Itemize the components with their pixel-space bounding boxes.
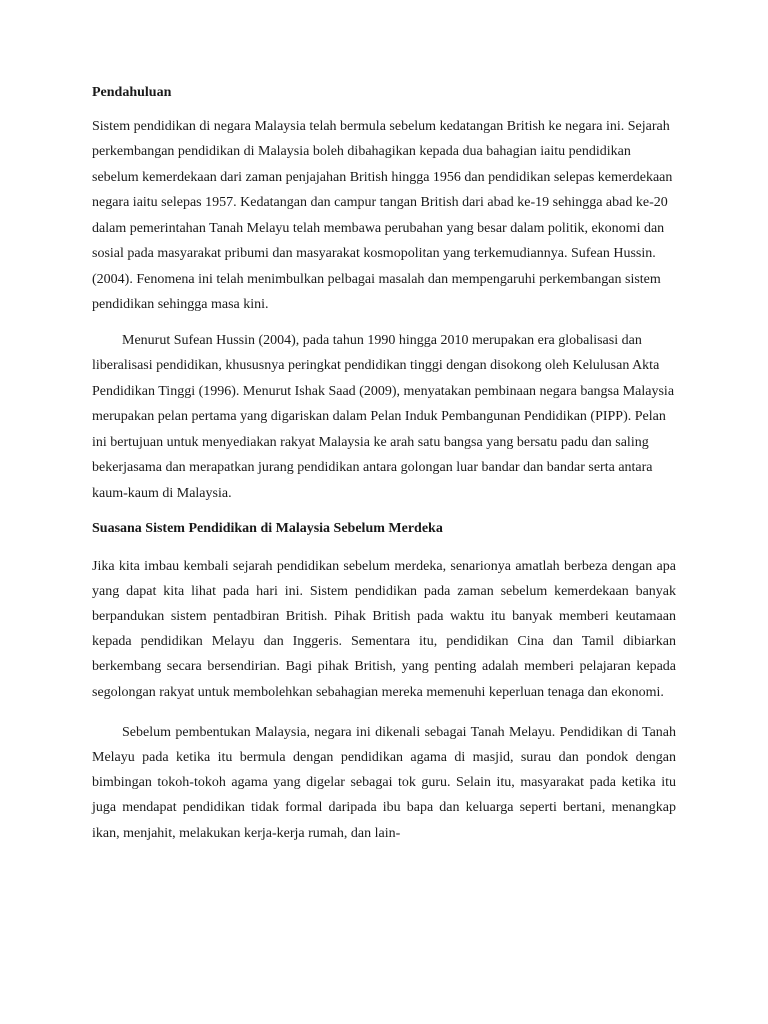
document-page [92, 80, 676, 850]
paragraph-sebelum-merdeka: Jika kita imbau kembali sejarah pendidikan sebelum merdeka, senarionya amatlah berbeza dengan apa yang dapat kita lihat pada hari ini. Sistem pendidikan pada zaman sebelum kemerdekaan banyak berpandukan sistem pentadbiran British. Pihak British pada waktu itu banyak memberi keutamaan kepada pendidikan Melayu dan Inggeris. Sementara itu, pendidikan Cina dan Tamil dibiarkan berkembang secara bersendirian. Bagi pihak British, yang penting adalah memberi pelajaran kepada segolongan rakyat untuk membolehkan sebahagian mereka memenuhi keperluan tenaga dan ekonomi. [92, 558, 676, 700]
paragraph-tanah-melayu: Sebelum pembentukan Malaysia, negara ini dikenali sebagai Tanah Melayu. Pendidikan di Tanah Melayu pada ketika itu bermula dengan pendidikan agama di masjid, surau dan pondok dengan bimbingan tokoh-tokoh agama yang digelar sebagai tok guru. Selain itu, masyarakat pada ketika itu juga mendapat pendidikan tidak formal daripada ibu bapa dan keluarga seperti bertani, menangkap ikan, menjahit, melakukan kerja-kerja rumah, dan lain- [92, 724, 676, 841]
paragraph-intro: Sistem pendidikan di negara Malaysia telah bermula sebelum kedatangan British ke negara ini. Sejarah perkembangan pendidikan di Malaysia boleh dibahagikan kepada dua bahagian iaitu pendidikan sebelum kemerdekaan dari zaman penjajahan British hingga 1956 dan pendidikan selepas kemerdekaan negara iaitu selepas 1957. Kedatangan dan campur tangan British dari abad ke-19 sehingga abad ke-20 dalam pemerintahan Tanah Melayu telah membawa perubahan yang besar dalam politik, ekonomi dan sosial pada masyarakat pribumi dan masyarakat kosmopolitan yang terkemudiannya. Sufean Hussin. (2004). Fenomena ini telah menimbulkan pelbagai masalah dan mempengaruhi perkembangan sistem pendidikan sehingga masa kini. [92, 118, 673, 312]
paragraph-globalisasi: Menurut Sufean Hussin (2004), pada tahun 1990 hingga 2010 merupakan era globalisasi dan liberalisasi pendidikan, khususnya peringkat pendidikan tinggi dengan disokong oleh Kelulusan Akta Pendidikan Tinggi (1996). Menurut Ishak Saad (2009), menyatakan pembinaan negara bangsa Malaysia merupakan pelan pertama yang digariskan dalam Pelan Induk Pembangunan Pendidikan (PIPP). Pelan ini bertujuan untuk menyediakan rakyat Malaysia ke arah satu bangsa yang bersatu padu dan saling bekerjasama dan merapatkan jurang pendidikan antara golongan luar bandar dan bandar serta antara kaum-kaum di Malaysia. [92, 332, 675, 501]
section-heading-pendahuluan: Pendahuluan [92, 85, 172, 100]
section-heading-sebelum-merdeka: Suasana Sistem Pendidikan di Malaysia Sebelum Merdeka [92, 521, 443, 536]
